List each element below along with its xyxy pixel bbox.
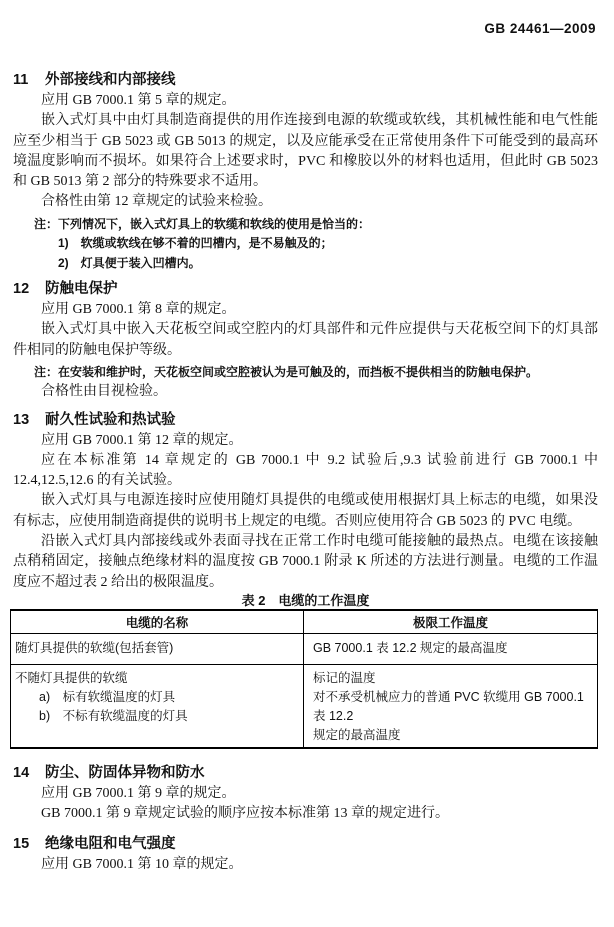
table-header-limit-temp: 极限工作温度 <box>304 610 598 634</box>
paragraph: 沿嵌入式灯具内部接线或外表面寻找在正常工作时电缆可能接触的最热点。电缆在该接触点稍稍固定，接触点绝缘材料的温度按 GB 7000.1 附录 K 所述的方法进行测量。电缆的工作温度应不超过表 2 给出的极限温度。 <box>13 534 598 590</box>
section-number: 13 <box>13 411 30 428</box>
table-cell: 随灯具提供的软缆(包括套管) <box>11 633 304 664</box>
paragraph: 应用 GB 7000.1 第 5 章的规定。 <box>41 93 236 108</box>
paragraph: 应在本标准第 14 章规定的 GB 7000.1 中 9.2 试验后,9.3 试验前进行 GB 7000.1 中 12.4,12.5,12.6 的有关试验。 <box>13 452 598 489</box>
table-cell-line: 规定的最高温度 <box>313 727 401 742</box>
table-cell <box>304 664 598 748</box>
note-text: 注：下列情况下，嵌入式灯具上的软缆和软线的使用是恰当的： <box>34 216 371 231</box>
table-cell: GB 7000.1 表 12.2 规定的最高温度 <box>304 633 598 664</box>
table-row <box>11 664 598 748</box>
section-number: 14 <box>13 764 30 781</box>
section-heading-12 <box>13 279 598 300</box>
table-cell-line: 对不承受机械应力的普通 PVC 软缆用 GB 7000.1 表 12.2 <box>313 689 584 723</box>
section-heading-13 <box>13 410 598 431</box>
paragraph: 合格性由第 12 章规定的试验来检验。 <box>41 194 272 210</box>
section-heading-14 <box>13 763 598 784</box>
section-title: 外部接线和内部接线 <box>45 72 176 88</box>
table-cell-line: 不随灯具提供的软缆 <box>15 670 128 685</box>
paragraph: 应用 GB 7000.1 第 8 章的规定。 <box>41 302 236 317</box>
note-block <box>13 215 598 273</box>
table-caption: 表 2 电缆的工作温度 <box>241 592 370 608</box>
paragraph: GB 7000.1 第 9 章规定试验的顺序应按本标准第 13 章的规定进行。 <box>41 806 449 822</box>
note-block <box>13 363 598 382</box>
section-title: 绝缘电阻和电气强度 <box>45 835 176 852</box>
table-header-cable-name: 电缆的名称 <box>11 610 304 634</box>
table-cable-working-temperature <box>10 609 598 749</box>
section-number: 12 <box>13 281 30 297</box>
table-cell-line: b) 不标有软缆温度的灯具 <box>39 708 188 723</box>
table-cell <box>11 664 304 748</box>
note-list-item: 2) 灯具便于装入凹槽内。 <box>58 255 201 270</box>
paragraph: 应用 GB 7000.1 第 10 章的规定。 <box>41 856 243 872</box>
table-cell-line: 标记的温度 <box>313 670 376 685</box>
section-title: 防尘、防固体异物和防水 <box>45 764 205 781</box>
doc-number: GB 24461—2009 <box>484 21 596 36</box>
paragraph: 合格性由目视检验。 <box>41 384 167 400</box>
table-header-row <box>11 610 598 634</box>
section-number: 15 <box>13 835 30 852</box>
section-number: 11 <box>13 72 29 88</box>
table-row <box>11 633 598 664</box>
paragraph: 嵌入式灯具中嵌入天花板空间或空腔内的灯具部件和元件应提供与天花板空间下的灯具部件相同的防触电保护等级。 <box>13 322 598 358</box>
paragraph: 嵌入式灯具与电源连接时应使用随灯具提供的电缆或使用根据灯具上标志的电缆，如果没有标志，应使用制造商提供的说明书上规定的电缆。否则应使用符合 GB 5023 的 PVC 电缆。 <box>13 493 598 529</box>
section-title: 耐久性试验和热试验 <box>45 411 176 428</box>
paragraph: 嵌入式灯具中由灯具制造商提供的用作连接到电源的软缆或软线，其机械性能和电气性能应至少相当于 GB 5023 或 GB 5013 的规定，以及应能承受在正常使用条件下可能受到的最高环境温度影响而不损坏。如果符合上述要求时，PVC 和橡胶以外的材料也适用，但此时 GB 5023 和 GB 5013 第 2 部分的特殊要求不适用。 <box>13 113 598 190</box>
table-cell-line: a) 标有软缆温度的灯具 <box>39 689 176 704</box>
section-title: 防触电保护 <box>45 281 118 297</box>
note-list-item: 1) 软缆或软线在够不着的凹槽内，是不易触及的； <box>58 236 333 251</box>
section-heading-15 <box>13 834 598 855</box>
paragraph: 应用 GB 7000.1 第 12 章的规定。 <box>41 432 243 448</box>
paragraph: 应用 GB 7000.1 第 9 章的规定。 <box>41 785 236 801</box>
note-text: 注：在安装和维护时，天花板空间或空腔被认为是可触及的，而挡板不提供相当的防触电保护。 <box>34 364 539 379</box>
section-heading-11 <box>13 70 598 91</box>
